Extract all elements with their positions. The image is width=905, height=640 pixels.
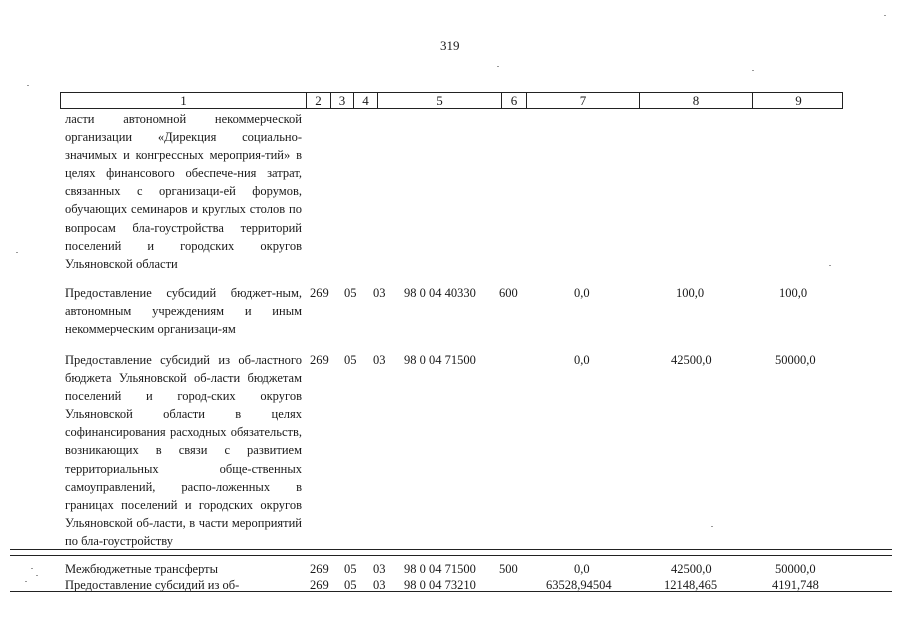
scan-speck <box>497 66 499 67</box>
scan-speck <box>36 575 38 576</box>
row-3-c5: 98 0 04 71500 <box>404 562 476 576</box>
header-cell-7: 7 <box>526 93 639 108</box>
header-cell-3: 3 <box>330 93 353 108</box>
row-4-c5: 98 0 04 73210 <box>404 578 476 592</box>
header-cell-6: 6 <box>501 93 526 108</box>
row-3-c6: 500 <box>499 562 518 576</box>
scan-speck <box>829 265 831 266</box>
row-2-c5: 98 0 04 71500 <box>404 353 476 367</box>
row-1-c3: 05 <box>344 286 357 300</box>
row-1-description: Предоставление субсидий бюджет-ным, автономным учреждениям и иным некоммерческим организаци-ям <box>65 286 302 337</box>
row-1-c7: 0,0 <box>574 286 590 300</box>
row-1-c9: 100,0 <box>779 286 808 300</box>
row-3-c4: 03 <box>373 562 386 576</box>
row-3-c2: 269 <box>310 562 329 576</box>
row-2-c2: 269 <box>310 353 329 367</box>
row-4-c3: 05 <box>344 578 357 592</box>
header-cell-5: 5 <box>377 93 501 108</box>
header-cell-2: 2 <box>306 93 330 108</box>
row-2-c8: 42500,0 <box>671 353 712 367</box>
scan-speck <box>16 252 18 253</box>
header-cell-9: 9 <box>752 93 844 108</box>
bottom-rule-line <box>10 591 892 592</box>
row-3-c3: 05 <box>344 562 357 576</box>
row-3-c9: 50000,0 <box>775 562 816 576</box>
row-2-c9: 50000,0 <box>775 353 816 367</box>
row-1-c4: 03 <box>373 286 386 300</box>
row-4-c4: 03 <box>373 578 386 592</box>
row-3-description: Межбюджетные трансферты <box>65 562 219 576</box>
row-2-description: Предоставление субсидий из об-ластного бюджета Ульяновской об-ласти бюджетам поселений и город-ских округов Ульяновской области в целях софинансирования расходных обязательств, возникающих в связи с развитием территориальных обще-ственных самоуправлений, распо-ложенных в границах поселений и городских округов Ульяновской об-ласти, в части мероприятий по бла-гоустройству <box>65 353 302 548</box>
scan-speck <box>752 70 754 71</box>
row-4-c9: 4191,748 <box>772 578 819 592</box>
header-cell-1: 1 <box>180 93 187 108</box>
row-1-c2: 269 <box>310 286 329 300</box>
row-3-c7: 0,0 <box>574 562 590 576</box>
row-0-description: ласти автономной некоммерческой организации «Дирекция социально-значимых и конгрессных мероприя-тий» в целях финансового обеспече-ния затрат, связанных с организаци-ей форумов, обучающих семинаров и круглых столов по вопросам бла-гоустройства территорий поселений и городских округов Ульяновской области <box>65 112 302 271</box>
row-separator-line-2 <box>10 555 892 556</box>
header-cell-8: 8 <box>639 93 752 108</box>
row-2-c4: 03 <box>373 353 386 367</box>
row-1-c6: 600 <box>499 286 518 300</box>
table-header-row <box>60 92 843 109</box>
row-3-c8: 42500,0 <box>671 562 712 576</box>
scan-speck <box>25 581 27 582</box>
scan-speck <box>31 568 33 569</box>
scan-speck <box>711 526 713 527</box>
row-4-c8: 12148,465 <box>664 578 718 592</box>
page-number: 319 <box>440 38 460 53</box>
scan-speck <box>884 15 886 16</box>
row-1-c8: 100,0 <box>676 286 705 300</box>
row-4-c2: 269 <box>310 578 329 592</box>
row-4-description: Предоставление субсидий из об- <box>65 578 240 592</box>
scan-speck <box>27 85 29 86</box>
row-4-c7: 63528,94504 <box>546 578 612 592</box>
row-2-c3: 05 <box>344 353 357 367</box>
row-1-c5: 98 0 04 40330 <box>404 286 476 300</box>
row-separator-line <box>10 549 892 550</box>
header-cell-4: 4 <box>353 93 377 108</box>
row-2-c7: 0,0 <box>574 353 590 367</box>
